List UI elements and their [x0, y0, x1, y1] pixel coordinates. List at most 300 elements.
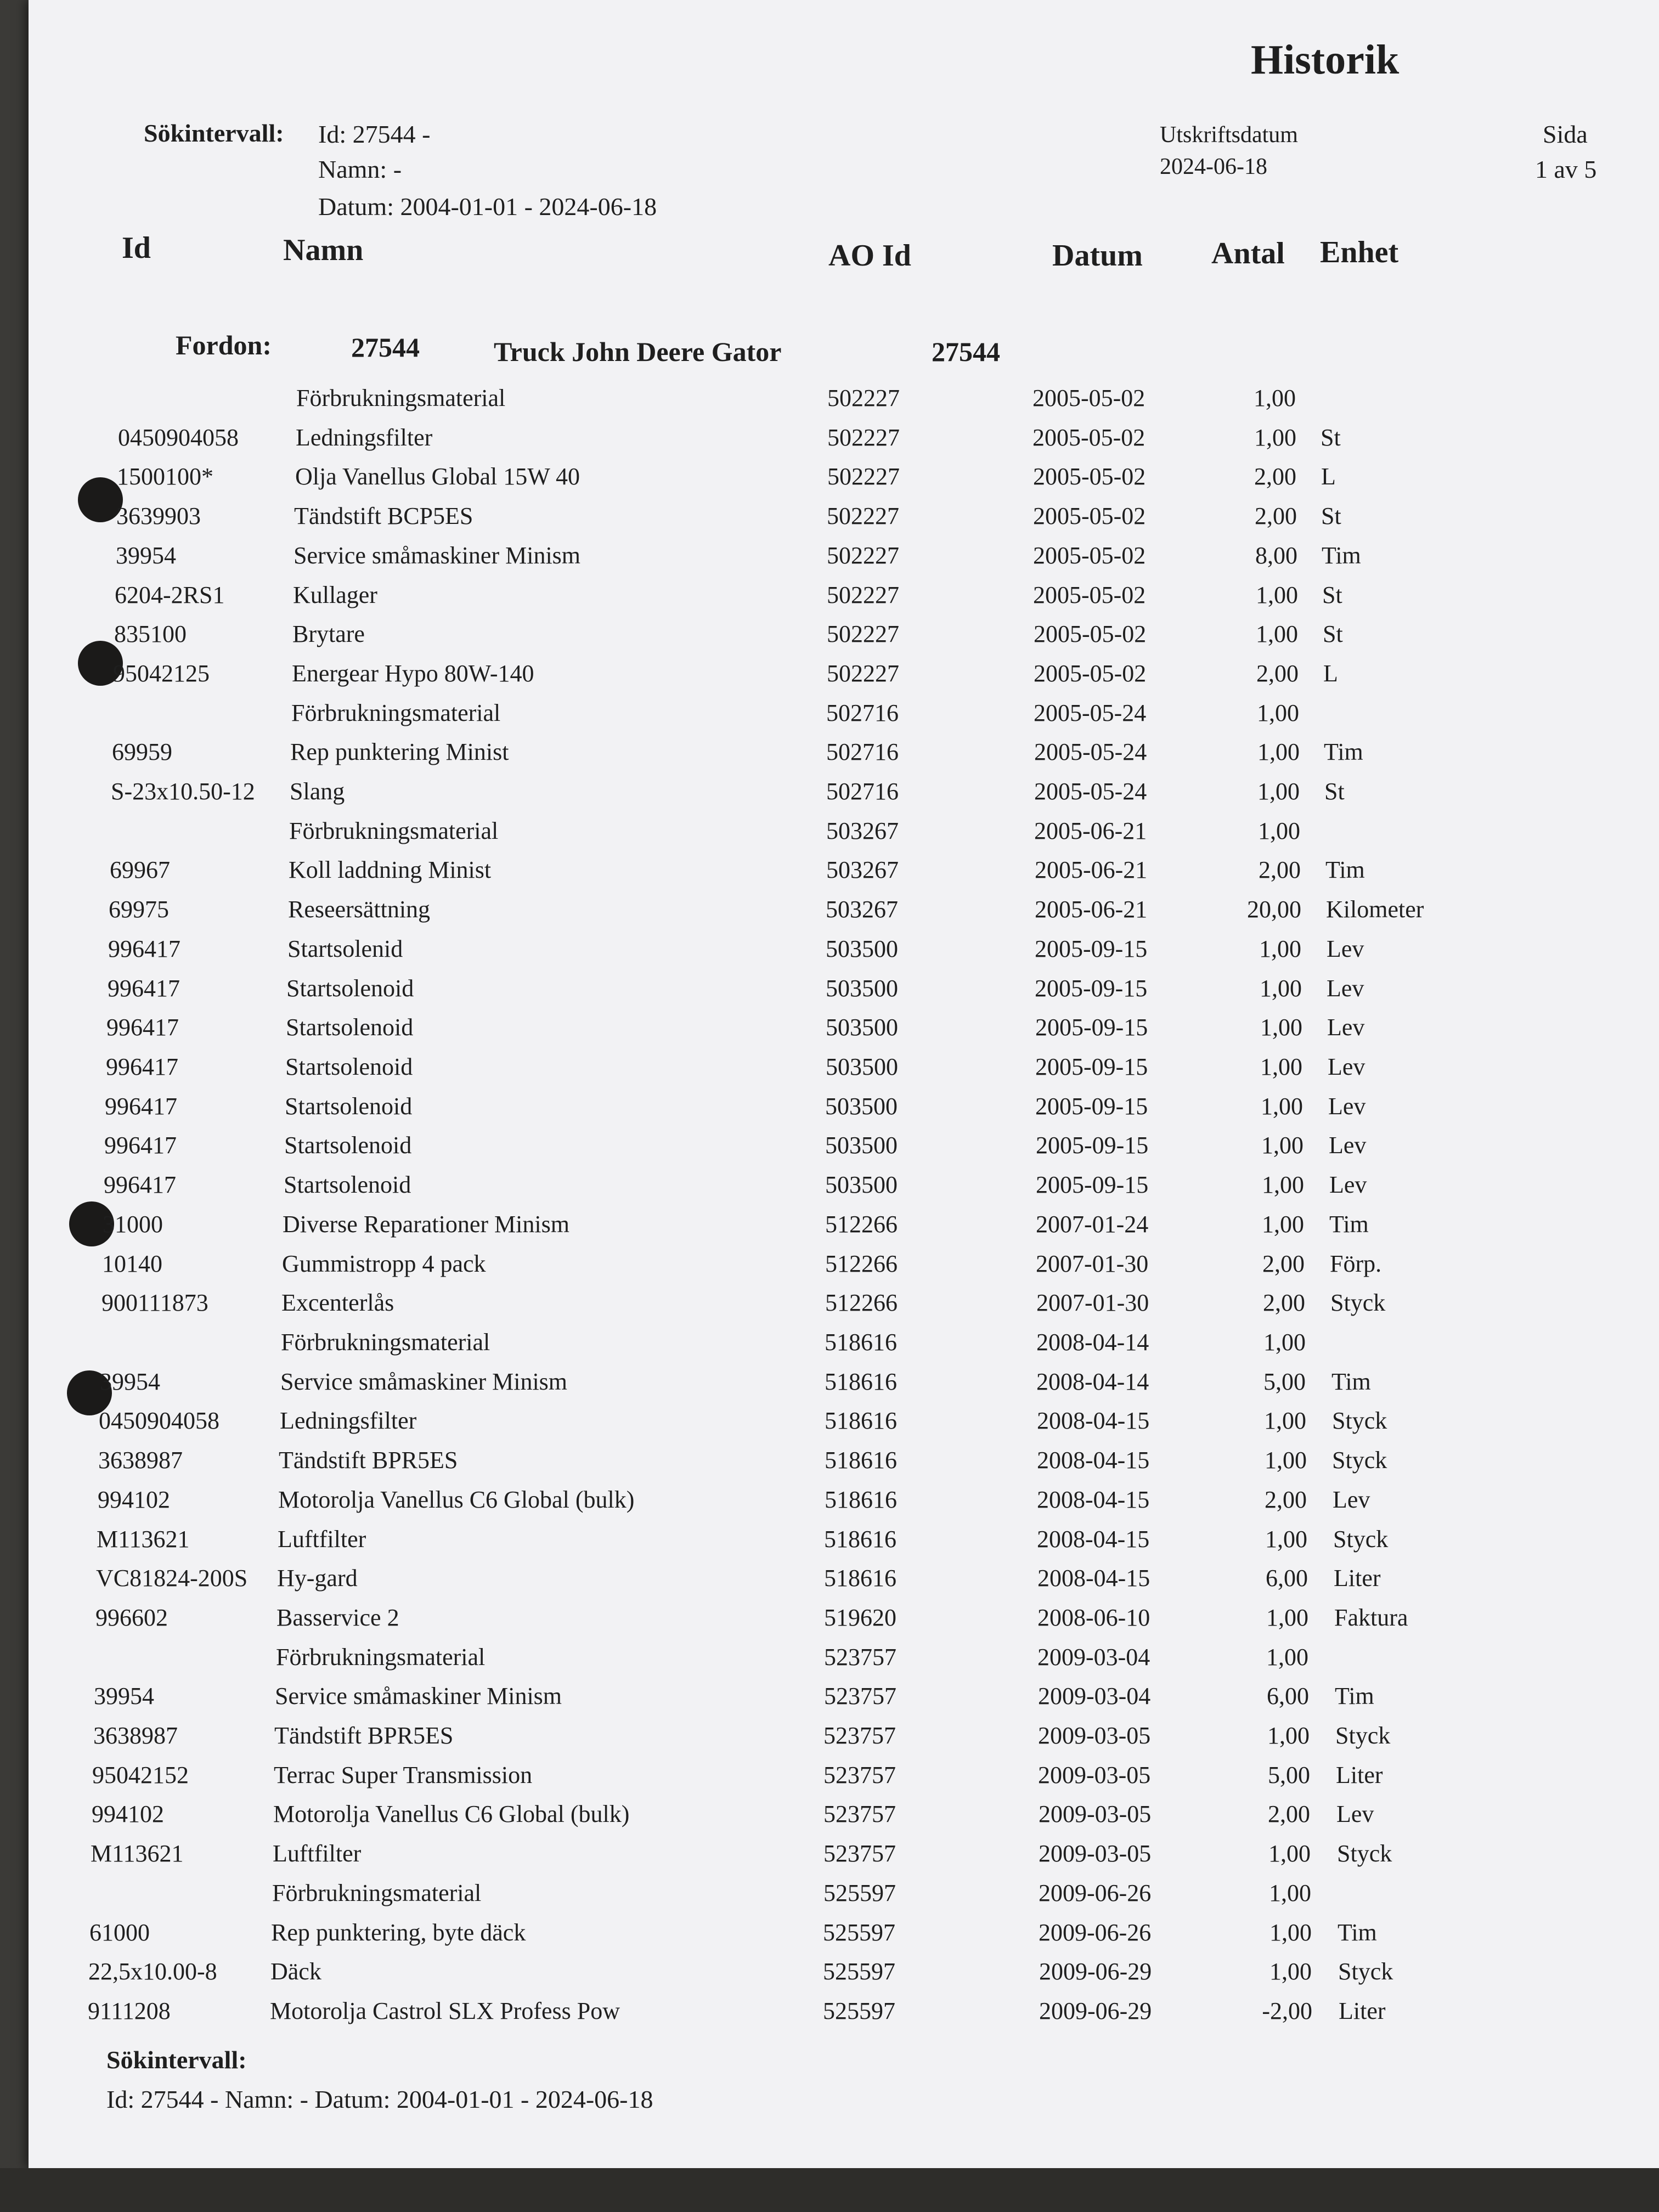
row-id: 69959: [112, 738, 172, 765]
row-ao-id: 523757: [823, 1801, 896, 1827]
row-date: 2009-03-05: [1039, 1801, 1152, 1827]
row-ao-id: 502227: [827, 385, 900, 411]
row-id: 95042152: [92, 1762, 189, 1788]
table-row: [0, 699, 1659, 732]
table-row: [0, 856, 1659, 889]
row-ao-id: 523757: [824, 1683, 896, 1709]
table-row: [0, 1682, 1659, 1715]
row-date: 2005-09-15: [1035, 1093, 1148, 1120]
row-date: 2007-01-24: [1036, 1211, 1149, 1238]
search-interval-label: Sökintervall:: [144, 119, 284, 147]
row-ao-id: 503500: [826, 1014, 898, 1041]
row-name: Motorolja Castrol SLX Profess Pow: [270, 1997, 620, 2024]
row-unit: Tim: [1325, 856, 1365, 883]
row-date: 2005-09-15: [1036, 1132, 1149, 1159]
row-id: 996602: [95, 1604, 168, 1631]
row-date: 2008-04-15: [1037, 1565, 1150, 1592]
column-header-ao-id: AO Id: [828, 239, 911, 273]
table-row: [0, 895, 1659, 928]
row-ao-id: 503267: [826, 856, 899, 883]
table-row: [0, 620, 1659, 653]
row-id: S-23x10.50-12: [111, 778, 255, 805]
row-id: M113621: [91, 1840, 184, 1867]
vehicle-name: Truck John Deere Gator: [494, 336, 782, 367]
row-unit: Lev: [1329, 1132, 1367, 1159]
row-name: Terrac Super Transmission: [274, 1762, 533, 1788]
row-date: 2009-03-05: [1039, 1840, 1152, 1867]
row-unit: Tim: [1322, 542, 1361, 569]
row-qty: 1,00: [1259, 935, 1301, 962]
row-ao-id: 503267: [826, 817, 899, 844]
row-name: Ledningsfilter: [296, 424, 433, 451]
row-qty: 2,00: [1254, 463, 1296, 490]
row-id: 69975: [109, 896, 169, 923]
row-name: Startsolenoid: [286, 1014, 414, 1041]
row-name: Luftfilter: [278, 1526, 366, 1553]
row-name: Service småmaskiner Minism: [294, 542, 581, 569]
row-ao-id: 512266: [825, 1289, 898, 1316]
vehicle-ao-id: 27544: [932, 336, 1000, 367]
row-qty: 1,00: [1269, 1958, 1312, 1985]
row-date: 2008-06-10: [1037, 1604, 1150, 1631]
row-unit: Styck: [1335, 1722, 1391, 1749]
row-name: Luftfilter: [273, 1840, 362, 1867]
row-qty: -2,00: [1262, 1997, 1312, 2024]
row-ao-id: 523757: [824, 1644, 896, 1671]
row-name: Slang: [290, 778, 345, 805]
row-unit: Lev: [1328, 1053, 1365, 1080]
row-name: Ledningsfilter: [280, 1407, 417, 1434]
row-name: Motorolja Vanellus C6 Global (bulk): [278, 1486, 635, 1513]
row-unit: St: [1321, 503, 1341, 529]
search-id: Id: 27544 -: [318, 120, 431, 148]
row-qty: 1,00: [1257, 699, 1299, 726]
table-row: [0, 1957, 1659, 1990]
row-id: VC81824-200S: [96, 1565, 248, 1592]
footer-search-label: Sökintervall:: [106, 2046, 247, 2074]
row-date: 2009-06-26: [1039, 1919, 1152, 1946]
row-unit: Kilometer: [1326, 896, 1424, 923]
row-name: Tändstift BPR5ES: [274, 1722, 454, 1749]
row-id: 994102: [92, 1801, 164, 1827]
row-ao-id: 518616: [825, 1368, 897, 1395]
row-id: 9111208: [88, 1997, 171, 2024]
row-unit: Styck: [1338, 1958, 1393, 1985]
vehicle-label: Fordon:: [176, 330, 272, 360]
row-id: 39954: [94, 1683, 154, 1709]
table-row: [0, 1407, 1659, 1440]
row-unit: Tim: [1329, 1211, 1369, 1238]
table-row: [0, 738, 1659, 771]
row-name: Hy-gard: [277, 1565, 358, 1592]
row-qty: 1,00: [1263, 1329, 1306, 1356]
row-ao-id: 503500: [826, 975, 898, 1002]
row-ao-id: 525597: [823, 1880, 896, 1906]
row-name: Kullager: [293, 582, 377, 608]
row-qty: 1,00: [1265, 1447, 1307, 1474]
row-qty: 20,00: [1247, 896, 1301, 923]
row-name: Startsolenoid: [285, 1053, 413, 1080]
row-unit: L: [1323, 660, 1338, 687]
row-name: Förbrukningsmaterial: [289, 817, 499, 844]
row-unit: Förp.: [1330, 1250, 1382, 1277]
row-unit: Styck: [1333, 1526, 1389, 1553]
row-id: 996417: [104, 1132, 177, 1159]
row-name: Förbrukningsmaterial: [272, 1880, 482, 1906]
row-ao-id: 518616: [825, 1329, 897, 1356]
row-id: 996417: [108, 935, 180, 962]
row-id: 61000: [89, 1919, 150, 1946]
row-unit: St: [1324, 778, 1345, 805]
table-row: [0, 384, 1659, 417]
row-ao-id: 525597: [823, 1919, 895, 1946]
row-qty: 1,00: [1256, 582, 1298, 608]
row-unit: Lev: [1336, 1801, 1374, 1827]
row-qty: 2,00: [1256, 660, 1299, 687]
row-name: Energear Hypo 80W-140: [292, 660, 534, 687]
row-name: Gummistropp 4 pack: [282, 1250, 486, 1277]
row-ao-id: 503500: [826, 1053, 898, 1080]
row-date: 2005-09-15: [1036, 1171, 1149, 1198]
row-ao-id: 503267: [826, 896, 898, 923]
row-date: 2008-04-15: [1037, 1407, 1150, 1434]
row-unit: Lev: [1327, 1014, 1365, 1041]
row-name: Basservice 2: [276, 1604, 399, 1631]
row-ao-id: 503500: [825, 1093, 898, 1120]
row-id: 996417: [105, 1093, 177, 1120]
row-date: 2005-09-15: [1035, 975, 1148, 1002]
row-name: Reseersättning: [288, 896, 431, 923]
table-row: [0, 1839, 1659, 1872]
table-row: [0, 1722, 1659, 1754]
row-date: 2009-06-29: [1039, 1958, 1152, 1985]
row-ao-id: 502716: [826, 778, 899, 805]
row-date: 2005-05-02: [1033, 542, 1146, 569]
row-id: 39954: [116, 542, 176, 569]
table-row: [0, 1446, 1659, 1479]
row-qty: 1,00: [1254, 424, 1296, 451]
row-name: Service småmaskiner Minism: [280, 1368, 568, 1395]
table-row: [0, 1879, 1659, 1912]
row-date: 2009-06-26: [1039, 1880, 1152, 1906]
report-title: Historik: [1251, 37, 1400, 83]
row-date: 2005-06-21: [1034, 817, 1147, 844]
row-date: 2008-04-15: [1037, 1486, 1150, 1513]
row-date: 2009-03-04: [1038, 1683, 1151, 1709]
table-row: [0, 1092, 1659, 1125]
row-id: 996417: [104, 1171, 176, 1198]
row-name: Olja Vanellus Global 15W 40: [295, 463, 580, 490]
row-unit: Lev: [1328, 1093, 1366, 1120]
table-row: [0, 1525, 1659, 1558]
table-row: [0, 974, 1659, 1007]
row-name: Excenterlås: [281, 1289, 394, 1316]
row-id: M113621: [97, 1526, 190, 1553]
row-ao-id: 518616: [824, 1565, 896, 1592]
table-row: [0, 1013, 1659, 1046]
row-qty: 1,00: [1260, 975, 1302, 1002]
row-name: Startsolenid: [287, 935, 403, 962]
row-qty: 1,00: [1268, 1840, 1311, 1867]
row-unit: Styck: [1332, 1407, 1387, 1434]
row-date: 2005-06-21: [1035, 856, 1148, 883]
row-unit: Tim: [1335, 1683, 1374, 1709]
row-id: 996417: [106, 1053, 178, 1080]
column-header-id: Id: [122, 231, 151, 265]
row-id: 39954: [100, 1368, 160, 1395]
row-qty: 1,00: [1261, 1132, 1304, 1159]
row-id: 3638987: [93, 1722, 178, 1749]
row-name: Startsolenoid: [284, 1171, 411, 1198]
row-name: Brytare: [292, 620, 365, 647]
row-ao-id: 518616: [825, 1447, 897, 1474]
row-qty: 1,00: [1262, 1171, 1304, 1198]
row-ao-id: 503500: [826, 935, 898, 962]
row-ao-id: 502227: [827, 503, 899, 529]
row-ao-id: 518616: [825, 1407, 897, 1434]
row-qty: 1,00: [1266, 1604, 1308, 1631]
row-qty: 6,00: [1267, 1683, 1309, 1709]
row-qty: 1,00: [1267, 1722, 1310, 1749]
row-id: 22,5x10.00-8: [88, 1958, 217, 1985]
row-ao-id: 502227: [827, 620, 899, 647]
row-qty: 1,00: [1256, 620, 1298, 647]
row-id: 994102: [98, 1486, 170, 1513]
row-id: 996417: [108, 975, 180, 1002]
table-row: [0, 1643, 1659, 1676]
row-name: Förbrukningsmaterial: [281, 1329, 490, 1356]
row-qty: 5,00: [1268, 1762, 1310, 1788]
row-ao-id: 519620: [824, 1604, 896, 1631]
row-qty: 5,00: [1263, 1368, 1306, 1395]
row-ao-id: 518616: [825, 1486, 897, 1513]
row-ao-id: 502227: [827, 660, 899, 687]
row-date: 2005-05-24: [1034, 738, 1147, 765]
row-qty: 2,00: [1263, 1289, 1305, 1316]
row-name: Förbrukningsmaterial: [291, 699, 501, 726]
row-date: 2008-04-14: [1036, 1329, 1149, 1356]
table-row: [0, 1131, 1659, 1164]
row-date: 2005-09-15: [1035, 935, 1148, 962]
row-name: Däck: [270, 1958, 321, 1985]
row-ao-id: 523757: [823, 1762, 896, 1788]
row-id: 0450904058: [118, 424, 239, 451]
row-unit: Lev: [1327, 935, 1364, 962]
row-ao-id: 502716: [826, 699, 899, 726]
row-qty: 1,00: [1265, 1526, 1307, 1553]
row-qty: 1,00: [1257, 778, 1300, 805]
row-date: 2009-03-04: [1037, 1644, 1150, 1671]
row-qty: 2,00: [1255, 503, 1297, 529]
row-ao-id: 523757: [823, 1722, 896, 1749]
table-row: [0, 1210, 1659, 1243]
row-name: Startsolenoid: [285, 1093, 413, 1120]
row-date: 2005-06-21: [1035, 896, 1148, 923]
row-name: Motorolja Vanellus C6 Global (bulk): [273, 1801, 630, 1827]
row-qty: 2,00: [1262, 1250, 1305, 1277]
row-ao-id: 502227: [827, 582, 899, 608]
row-name: Diverse Reparationer Minism: [283, 1211, 569, 1238]
table-row: [0, 817, 1659, 850]
row-id: 900111873: [101, 1289, 208, 1316]
row-ao-id: 502227: [827, 463, 900, 490]
row-name: Startsolenoid: [284, 1132, 412, 1159]
row-unit: Liter: [1339, 1997, 1386, 2024]
row-unit: Styck: [1332, 1447, 1387, 1474]
row-unit: Lev: [1329, 1171, 1367, 1198]
row-date: 2008-04-15: [1037, 1526, 1150, 1553]
row-qty: 1,00: [1266, 1644, 1308, 1671]
row-unit: St: [1323, 620, 1343, 647]
row-date: 2005-05-24: [1034, 778, 1147, 805]
row-qty: 8,00: [1255, 542, 1297, 569]
table-row: [0, 1250, 1659, 1283]
row-qty: 2,00: [1259, 856, 1301, 883]
row-id: 3639903: [116, 503, 201, 529]
row-qty: 1,00: [1269, 1919, 1312, 1946]
row-unit: Lev: [1333, 1486, 1370, 1513]
table-row: [0, 1918, 1659, 1951]
row-ao-id: 512266: [825, 1211, 898, 1238]
row-unit: Tim: [1331, 1368, 1371, 1395]
row-unit: Tim: [1338, 1919, 1377, 1946]
row-ao-id: 512266: [825, 1250, 898, 1277]
footer-search-text: Id: 27544 - Namn: - Datum: 2004-01-01 - 2024-06-18: [106, 2085, 653, 2113]
row-qty: 1,00: [1269, 1880, 1311, 1906]
search-date: Datum: 2004-01-01 - 2024-06-18: [318, 193, 657, 221]
row-qty: 1,00: [1262, 1211, 1304, 1238]
row-unit: Tim: [1324, 738, 1363, 765]
table-row: [0, 1368, 1659, 1401]
row-unit: Lev: [1327, 975, 1364, 1002]
row-ao-id: 502716: [826, 738, 899, 765]
table-row: [0, 935, 1659, 968]
row-date: 2007-01-30: [1036, 1289, 1149, 1316]
row-name: Förbrukningsmaterial: [276, 1644, 486, 1671]
row-qty: 1,00: [1264, 1407, 1306, 1434]
table-row: [0, 1997, 1659, 2030]
row-unit: L: [1321, 463, 1336, 490]
row-date: 2005-05-02: [1032, 424, 1146, 451]
row-date: 2005-09-15: [1035, 1053, 1148, 1080]
row-date: 2008-04-15: [1037, 1447, 1150, 1474]
row-ao-id: 503500: [825, 1171, 898, 1198]
row-ao-id: 525597: [823, 1958, 895, 1985]
print-date-label: Utskriftsdatum: [1160, 122, 1298, 148]
row-id: 0450904058: [99, 1407, 219, 1434]
table-row: [0, 502, 1659, 535]
row-ao-id: 502227: [827, 542, 899, 569]
row-name: Tändstift BPR5ES: [279, 1447, 458, 1474]
row-qty: 1,00: [1261, 1093, 1303, 1120]
row-date: 2009-06-29: [1039, 1997, 1152, 2024]
table-row: [0, 1564, 1659, 1597]
row-date: 2005-09-15: [1035, 1014, 1148, 1041]
row-date: 2005-05-02: [1034, 660, 1147, 687]
column-header-date: Datum: [1052, 239, 1143, 273]
row-qty: 1,00: [1254, 385, 1296, 411]
table-row: [0, 1604, 1659, 1637]
row-unit: Styck: [1330, 1289, 1386, 1316]
row-name: Startsolenoid: [286, 975, 414, 1002]
column-header-name: Namn: [283, 233, 364, 267]
row-date: 2009-03-05: [1038, 1762, 1151, 1788]
row-id: 3638987: [98, 1447, 183, 1474]
row-id: 10140: [102, 1250, 162, 1277]
table-row: [0, 1289, 1659, 1322]
table-row: [0, 659, 1659, 692]
row-qty: 1,00: [1258, 817, 1300, 844]
row-name: Tändstift BCP5ES: [294, 503, 473, 529]
row-date: 2009-03-05: [1038, 1722, 1151, 1749]
row-unit: Liter: [1334, 1565, 1381, 1592]
row-ao-id: 502227: [827, 424, 900, 451]
page-label: Sida: [1543, 120, 1588, 148]
row-unit: Faktura: [1334, 1604, 1408, 1631]
row-date: 2008-04-14: [1036, 1368, 1149, 1395]
row-id: 69967: [110, 856, 170, 883]
row-id: 1500100*: [117, 463, 213, 490]
table-row: [0, 1328, 1659, 1361]
table-row: [0, 777, 1659, 810]
row-date: 2005-05-02: [1033, 463, 1146, 490]
row-date: 2005-05-24: [1034, 699, 1147, 726]
print-date: 2024-06-18: [1160, 154, 1267, 179]
table-row: [0, 541, 1659, 574]
row-id: 95042125: [113, 660, 210, 687]
row-ao-id: 525597: [823, 1997, 895, 2024]
row-date: 2007-01-30: [1036, 1250, 1149, 1277]
row-date: 2005-05-02: [1033, 582, 1146, 608]
row-date: 2005-05-02: [1034, 620, 1147, 647]
column-header-unit: Enhet: [1320, 235, 1399, 269]
table-row: [0, 1053, 1659, 1086]
table-row: [0, 424, 1659, 456]
search-name: Namn: -: [318, 155, 402, 183]
row-qty: 1,00: [1260, 1014, 1302, 1041]
row-id: 835100: [114, 620, 187, 647]
row-unit: Liter: [1336, 1762, 1383, 1788]
row-id: 996417: [106, 1014, 179, 1041]
row-unit: St: [1321, 424, 1341, 451]
row-name: Koll laddning Minist: [289, 856, 492, 883]
table-row: [0, 1486, 1659, 1519]
table-row: [0, 1171, 1659, 1204]
row-date: 2005-05-02: [1032, 385, 1146, 411]
row-name: Rep punktering, byte däck: [271, 1919, 526, 1946]
row-name: Förbrukningsmaterial: [296, 385, 506, 411]
row-id: 31000: [103, 1211, 163, 1238]
table-row: [0, 462, 1659, 495]
row-qty: 6,00: [1266, 1565, 1308, 1592]
page-number: 1 av 5: [1535, 155, 1597, 183]
row-qty: 1,00: [1257, 738, 1300, 765]
column-header-qty: Antal: [1211, 236, 1285, 270]
table-row: [0, 1800, 1659, 1833]
row-ao-id: 503500: [825, 1132, 898, 1159]
row-unit: Styck: [1337, 1840, 1392, 1867]
row-qty: 1,00: [1260, 1053, 1302, 1080]
row-name: Service småmaskiner Minism: [275, 1683, 562, 1709]
table-row: [0, 581, 1659, 614]
row-ao-id: 518616: [824, 1526, 896, 1553]
vehicle-id: 27544: [351, 332, 420, 363]
row-ao-id: 523757: [823, 1840, 896, 1867]
table-row: [0, 1761, 1659, 1794]
row-qty: 2,00: [1265, 1486, 1307, 1513]
row-unit: St: [1322, 582, 1342, 608]
row-id: 6204-2RS1: [115, 582, 225, 608]
